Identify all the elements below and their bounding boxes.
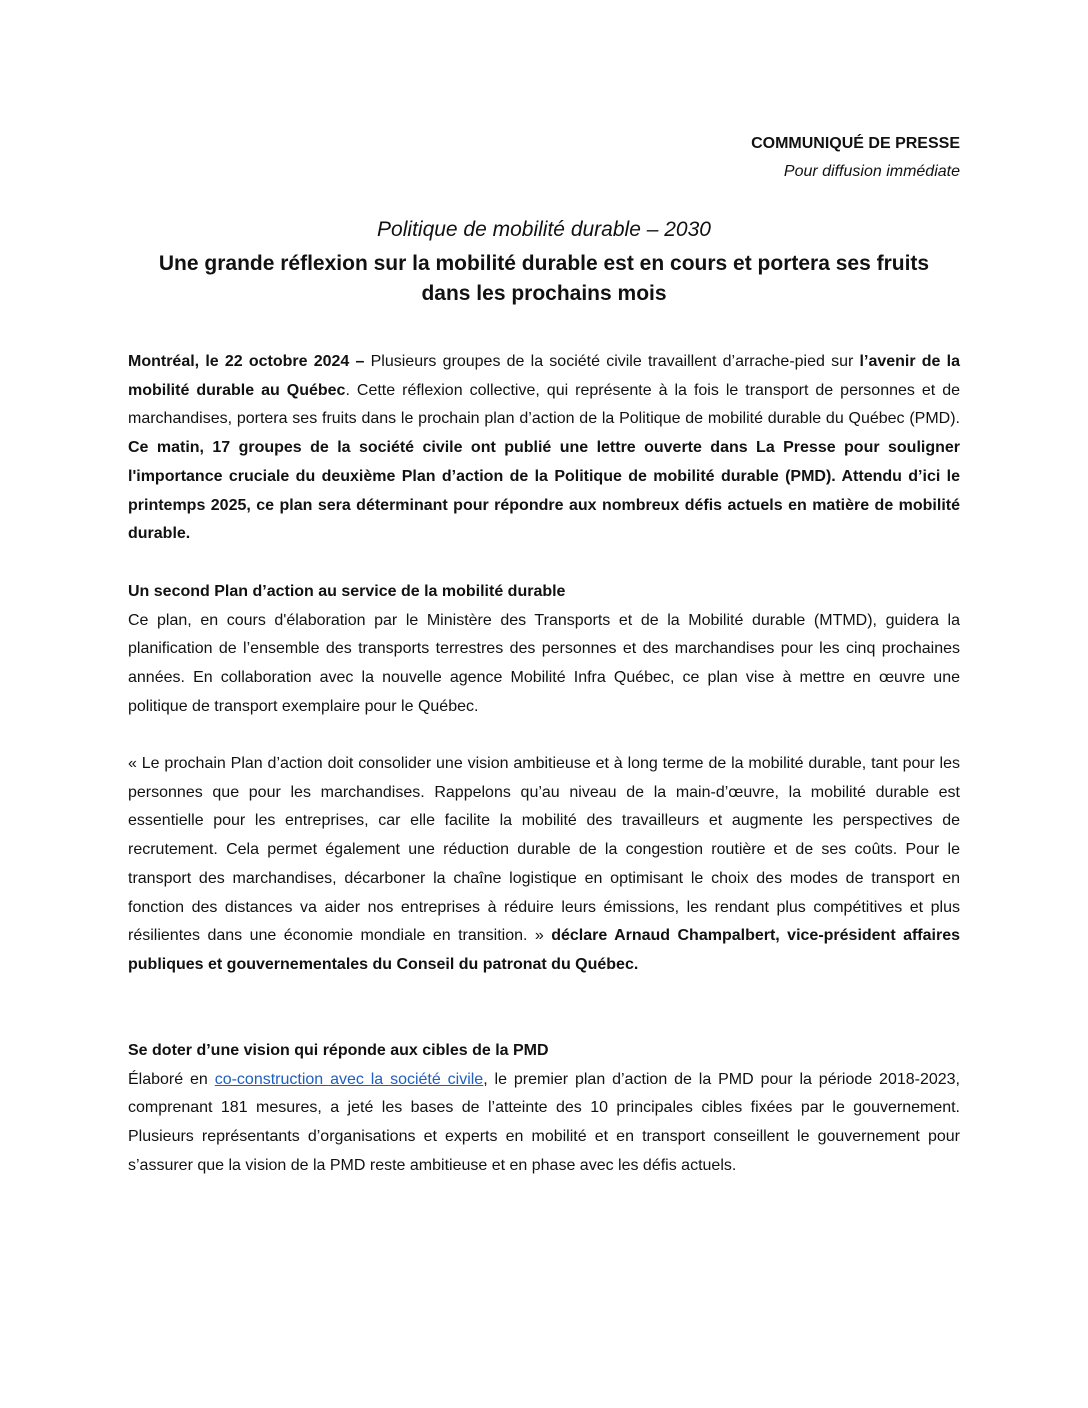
section-heading: Se doter d’une vision qui réponde aux cibles de la PMD [128,1042,549,1059]
intro-text-2: . Cette réflexion collective, qui représente à la fois le transport de personnes et de marchandises, portera ses fruits dans le prochain plan d’action de la Politique de mobilité durable du Québec (PMD). [128,381,960,428]
intro-bold-2: Ce matin, 17 groupes de la société civile ont publié une lettre ouverte dans La Presse pour souligner l'importance cruciale du deuxième Plan d’action de la Politique de mobilité durable (PMD). Attendu d’ici le printemps 2025, ce plan sera déterminant pour répondre aux nombreux défis actuels en matière de mobilité durable. [128,439,960,543]
co-construction-link[interactable]: co-construction avec la société civile [214,1070,484,1088]
text-before-link: Élaboré en [128,1070,215,1088]
quote-paragraph [128,750,960,980]
section-paragraph [128,1066,960,1181]
policy-kicker: Politique de mobilité durable – 2030 [377,218,711,241]
dateline: Montréal, le 22 octobre 2024 – [128,353,365,370]
title-block [128,215,960,309]
intro-paragraph [128,348,960,549]
section-second-plan [128,578,960,722]
section-paragraph: Ce plan, en cours d'élaboration par le Ministère des Transports et de la Mobilité durable (MTMD), guidera la planification de l’ensemble des transports terrestres des personnes et des marchandises pour les cinq prochaines années. En collaboration avec la nouvelle agence Mobilité Infra Québec, ce plan vise à mettre en œuvre une politique de transport exemplaire pour le Québec. [128,611,960,715]
intro-bold-1: l’avenir de la mobilité durable au Québec [128,353,960,399]
headline-line-2: dans les prochains mois [421,282,667,305]
press-release-label: COMMUNIQUÉ DE PRESSE [751,135,960,152]
section-vision [128,1037,960,1181]
quote-text: « Le prochain Plan d’action doit consolider une vision ambitieuse et à long terme de la mobilité durable, tant pour les personnes que pour les marchandises. Rappelons qu’au niveau de la main-d’œuvre, la mobilité durable est essentielle pour les entreprises, car elle facilite la mobilité des travailleurs et augmente les perspectives de recrutement. Cela permet également une réduction durable de la congestion routière et de ses coûts. Pour le transport des marchandises, décarboner la chaîne logistique en optimisant le choix des modes de transport en fonction des distances va aider nos entreprises à réduire leurs émissions, les rendant plus compétitives et plus résilientes dans une économie mondiale en transition. » [128,755,960,945]
release-timing: Pour diffusion immédiate [783,163,960,180]
headline-line-1: Une grande réflexion sur la mobilité durable est en cours et portera ses fruits [158,252,930,275]
intro-text-1: Plusieurs groupes de la société civile travaillent d’arrache-pied sur [364,353,860,370]
headline [128,249,960,309]
quote-attribution: déclare Arnaud Champalbert, vice-président affaires publiques et gouvernementales du Conseil du patronat du Québec. [128,927,961,973]
text-after-link: , le premier plan d’action de la PMD pour la période 2018-2023, comprenant 181 mesures, a jeté les bases de l’atteinte des 10 principales cibles fixées par le gouvernement. Plusieurs représentants d’organisations et experts en mobilité et en transport conseillent le gouvernement pour s’assurer que la vision de la PMD reste ambitieuse et en phase avec les défis actuels. [128,1070,961,1174]
press-release-header [751,130,960,186]
section-heading: Un second Plan d’action au service de la mobilité durable [128,583,566,600]
